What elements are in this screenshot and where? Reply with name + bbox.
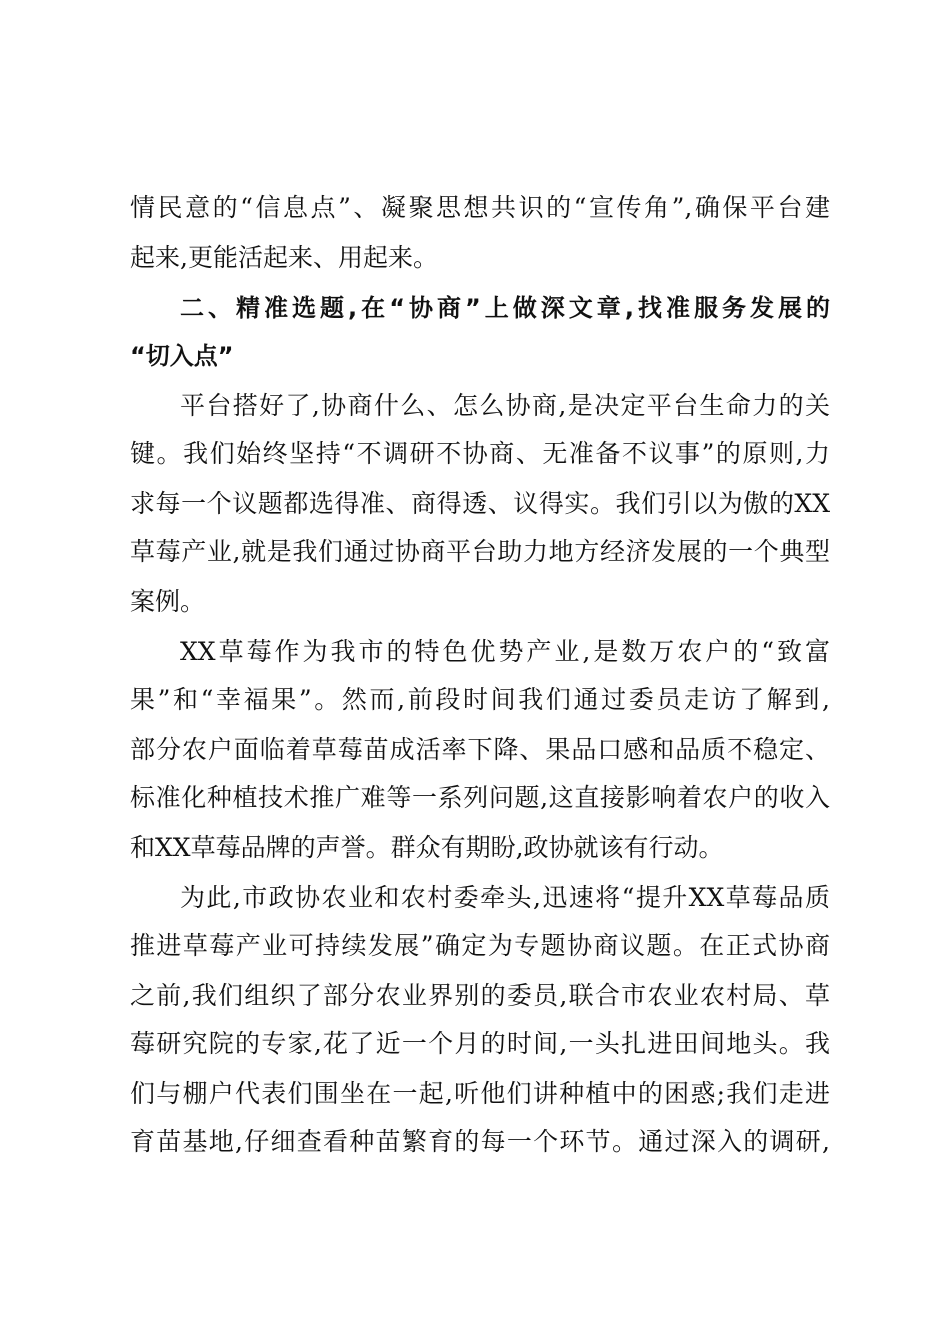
section-heading-line-2: “切入点” (130, 342, 234, 370)
paragraph-3-line-1: XX草莓作为我市的特色优势产业,是数万农户的“致富 (180, 637, 830, 666)
paragraph-3-line-5: 和XX草莓品牌的声誉。群众有期盼,政协就该有行动。 (130, 833, 724, 862)
paragraph-3-line-4: 标准化种植技术推广难等一系列问题,这直接影响着农户的收入 (130, 783, 830, 812)
paragraph-2-line-5: 案例。 (130, 587, 206, 616)
paragraph-3-line-2: 果”和“幸福果”。然而,前段时间我们通过委员走访了解到, (130, 685, 830, 714)
paragraph-4-line-2: 推进草莓产业可持续发展”确定为专题协商议题。在正式协商 (130, 931, 830, 960)
paragraph-3-line-3: 部分农户面临着草莓苗成活率下降、果品口感和品质不稳定、 (130, 735, 830, 764)
paragraph-4-line-6: 育苗基地,仔细查看种苗繁育的每一个环节。通过深入的调研, (130, 1127, 830, 1156)
paragraph-1-line-2: 起来,更能活起来、用起来。 (130, 243, 438, 272)
paragraph-1-line-1: 情民意的“信息点”、凝聚思想共识的“宣传角”,确保平台建 (130, 193, 830, 222)
paragraph-4-line-5: 们与棚户代表们围坐在一起,听他们讲种植中的困惑;我们走进 (130, 1079, 830, 1108)
paragraph-2-line-4: 草莓产业,就是我们通过协商平台助力地方经济发展的一个典型 (130, 537, 830, 566)
paragraph-4-line-1: 为此,市政协农业和农村委牵头,迅速将“提升XX草莓品质 (180, 883, 830, 912)
paragraph-4-line-4: 莓研究院的专家,花了近一个月的时间,一头扎进田间地头。我 (130, 1029, 830, 1058)
paragraph-4-line-3: 之前,我们组织了部分农业界别的委员,联合市农业农村局、草 (130, 981, 830, 1010)
paragraph-2-line-3: 求每一个议题都选得准、商得透、议得实。我们引以为傲的XX (130, 489, 830, 518)
paragraph-2-line-1: 平台搭好了,协商什么、怎么协商,是决定平台生命力的关 (180, 391, 830, 420)
section-heading-line-1: 二、精准选题,在“协商”上做深文章,找准服务发展的 (180, 294, 830, 322)
paragraph-2-line-2: 键。我们始终坚持“不调研不协商、无准备不议事”的原则,力 (130, 439, 830, 468)
